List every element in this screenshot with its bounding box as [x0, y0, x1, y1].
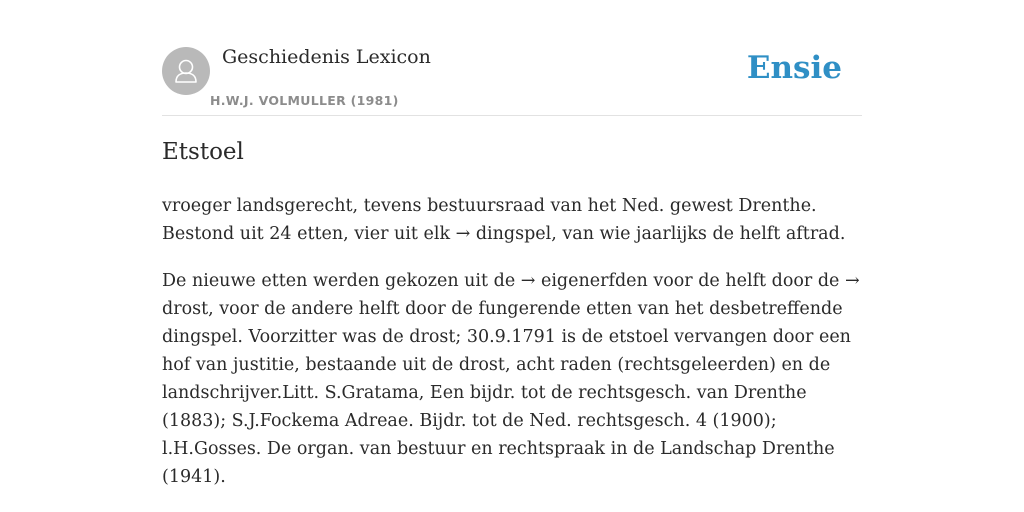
entry-paragraph: De nieuwe etten werden gekozen uit de → eigenerfden voor de helft door de → drost, voor de andere helft door de fungerende etten van het desbetreffende dingspel. Voorzitter was de drost; 30.9.1791 is de etstoel vervangen door een hof van justitie, bestaande uit de drost, acht raden (rechtsgeleerden) en de landschrijver.Litt. S.Gratama, Een bijdr. tot de rechtsgesch. van Drenthe (1883); S.J.Fockema Adreae. Bijdr. tot de Ned. rechtsgesch. 4 (1900); l.H.Gosses. De organ. van bestuur en rechtspraak in de Landschap Drenthe (1941).: [162, 271, 860, 487]
entry-body: [162, 192, 862, 510]
entry-title: Etstoel: [162, 139, 244, 165]
entry-paragraph: vroeger landsgerecht, tevens bestuursraad van het Ned. gewest Drenthe. Bestond uit 24 etten, vier uit elk → dingspel, van wie jaarlijks de helft aftrad.: [162, 196, 846, 244]
page-container: [162, 0, 862, 487]
user-avatar-icon[interactable]: [162, 47, 210, 95]
header: [162, 0, 862, 116]
ensie-logo[interactable]: Ensie: [746, 50, 842, 86]
author-label: H.W.J. VOLMULLER (1981): [210, 93, 399, 108]
user-silhouette-icon: [162, 47, 210, 95]
lexicon-title-link[interactable]: Geschiedenis Lexicon: [222, 46, 431, 68]
